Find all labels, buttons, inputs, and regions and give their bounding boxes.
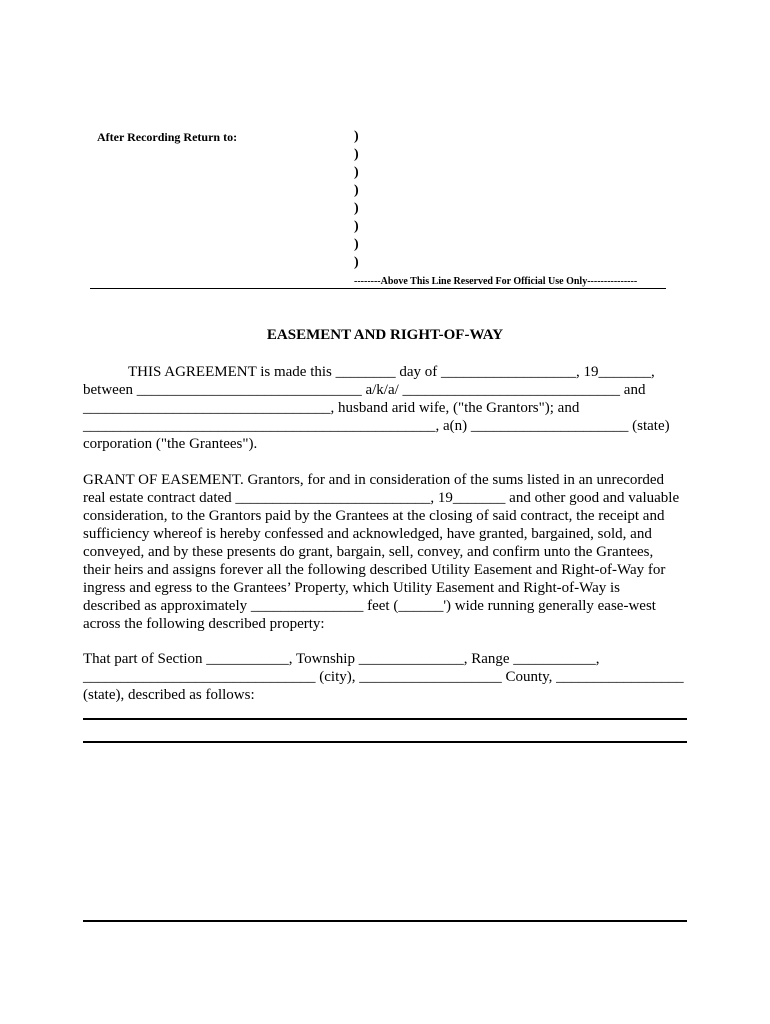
property-line: That part of Section ___________, Township ______________, Range ___________, — [83, 651, 600, 667]
bracket-paren: ) — [354, 201, 359, 216]
grant-line: conveyed, and by these presents do grant, bargain, sell, convey, and confirm unto the Grantees, — [83, 544, 654, 560]
description-rule — [83, 741, 687, 743]
bracket-paren: ) — [354, 147, 359, 162]
bracket-paren: ) — [354, 165, 359, 180]
bracket-paren: ) — [354, 255, 359, 270]
agreement-line: _________________________________, husband arid wife, ("the Grantors"); and — [83, 400, 580, 416]
grant-line: across the following described property: — [83, 616, 325, 632]
bracket-paren: ) — [354, 237, 359, 252]
agreement-paragraph — [83, 363, 693, 453]
return-address-label: After Recording Return to: — [97, 130, 238, 144]
property-line: _______________________________ (city), ___________________ County, _________________ — [83, 669, 684, 685]
official-use-divider — [90, 288, 666, 289]
grant-line: GRANT OF EASEMENT. Grantors, for and in consideration of the sums listed in an unrecorded — [83, 472, 665, 488]
property-description-paragraph — [83, 650, 693, 704]
property-line: (state), described as follows: — [83, 687, 255, 703]
bracket-paren: ) — [354, 129, 359, 144]
agreement-line: between ______________________________ a/k/a/ _____________________________ and — [83, 382, 646, 398]
grant-line: real estate contract dated __________________________, 19_______ and other good and valuable — [83, 490, 680, 506]
official-use-note: --------Above This Line Reserved For Official Use Only--------------- — [354, 276, 638, 287]
agreement-line: _______________________________________________, a(n) _____________________ (state) — [83, 418, 670, 434]
description-rule — [83, 718, 687, 720]
grant-line: ingress and egress to the Grantees’ Property, which Utility Easement and Right-of-Way is — [83, 580, 620, 596]
grant-line: consideration, to the Grantors paid by the Grantees at the closing of said contract, the receipt and — [83, 508, 665, 524]
bracket-paren: ) — [354, 183, 359, 198]
return-address-bracket — [354, 128, 359, 272]
grant-of-easement-paragraph — [83, 471, 693, 633]
bracket-paren: ) — [354, 219, 359, 234]
description-rule — [83, 920, 687, 922]
agreement-line: corporation ("the Grantees"). — [83, 436, 258, 452]
grant-line: their heirs and assigns forever all the following described Utility Easement and Right-of-Way for — [83, 562, 666, 578]
grant-line: described as approximately _______________ feet (______') wide running generally ease-west — [83, 598, 656, 614]
document-title: EASEMENT AND RIGHT-OF-WAY — [266, 327, 504, 343]
grant-line: sufficiency whereof is hereby confessed and acknowledged, have granted, bargained, sold, and — [83, 526, 652, 542]
agreement-line: THIS AGREEMENT is made this ________ day of __________________, 19_______, — [128, 364, 655, 380]
